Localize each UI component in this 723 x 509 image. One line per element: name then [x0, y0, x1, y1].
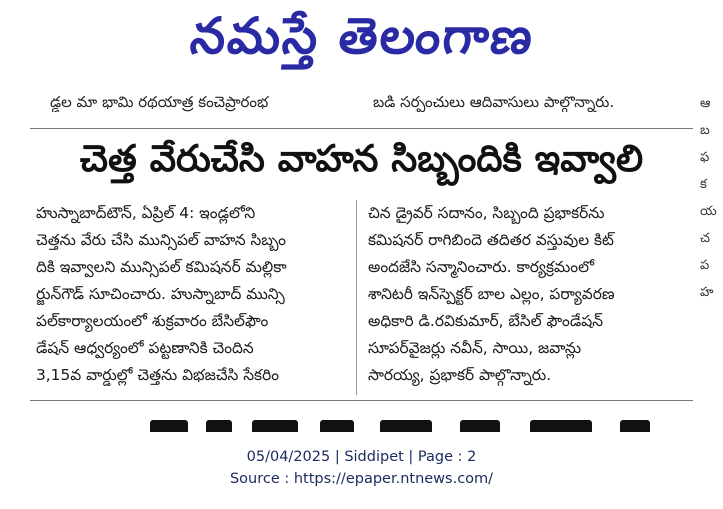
column-1-line: దికి ఇవ్వాలని మున్సిపల్‌ కమిషనర్‌ మల్లికా	[36, 258, 287, 276]
column-2-line: అధికారి డి.రవికుమార్‌, బేసిల్‌ ఫౌండేషన్‌	[368, 312, 604, 330]
column-1-line: డేషన్‌ ఆధ్వర్యంలో పట్టణానికి చెందిన	[36, 339, 254, 357]
newspaper-masthead	[30, 2, 693, 82]
article-headline	[30, 138, 693, 188]
article-column-2	[368, 200, 684, 389]
divider-bottom	[30, 400, 693, 401]
newspaper-clipping	[30, 0, 693, 432]
column-divider	[356, 200, 357, 395]
clipping-source: Source : https://epaper.ntnews.com/	[229, 471, 494, 487]
article-column-1	[36, 200, 352, 389]
column-1-line: 3,15వ వార్డుల్లో చెత్తను విభజచేసి సేకరిం	[36, 366, 280, 384]
next-article-headline-fragment	[30, 416, 693, 432]
previous-article-cutline-right: బడి సర్పంచులు ఆదివాసులు పాల్గొన్నారు.	[373, 93, 615, 111]
column-1-line: చెత్తను వేరు చేసి మున్సిపల్‌ వాహన సిబ్బం	[36, 231, 286, 249]
column-1-line: హుస్నాబాద్‌టౌన్‌, ఏప్రిల్‌ 4: ఇండ్లలోని	[36, 204, 256, 222]
column-2-line: సూపర్‌వైజర్లు నవీన్‌, సాయి, జవాన్లు	[368, 339, 582, 357]
clipping-meta: 05/04/2025 | Siddipet | Page : 2	[246, 449, 477, 465]
masthead-title: నమస్తే తెలంగాణ	[187, 6, 538, 65]
headline-text: చెత్త వేరుచేసి వాహన సిబ్బందికి ఇవ్వాలి	[79, 137, 644, 180]
divider-top	[30, 128, 693, 129]
column-1-line: ర్జున్‌గౌడ్‌ సూచించారు. హుస్నాబాద్‌ మున్సి	[36, 285, 285, 303]
column-2-line: అందజేసి సన్మానించారు. కార్యక్రమంలో	[368, 258, 594, 276]
adjacent-column-fragment: ఆ బ ఫ క య చ ప హ	[700, 96, 717, 300]
previous-article-cutline-left: డ్డల మా భామి రథయాత్ర కంచెప్రారంభ	[50, 93, 269, 111]
column-2-line: సారయ్య, ప్రభాకర్‌ పాల్గొన్నారు.	[368, 366, 552, 384]
column-2-line: కమిషనర్‌ రాగిబిందె తదితర వస్తువుల కిట్‌	[368, 231, 614, 249]
column-2-line: శానిటరీ ఇన్‌స్పెక్టర్‌ బాల ఎల్లం, పర్యావరణ	[368, 285, 615, 303]
column-1-line: పల్‌కార్యాలయంలో శుక్రవారం బేసిల్‌ఫౌం	[36, 312, 269, 330]
column-2-line: చిన డ్రైవర్‌ సదానం, సిబ్బంది ప్రభాకర్‌ను	[368, 204, 605, 222]
